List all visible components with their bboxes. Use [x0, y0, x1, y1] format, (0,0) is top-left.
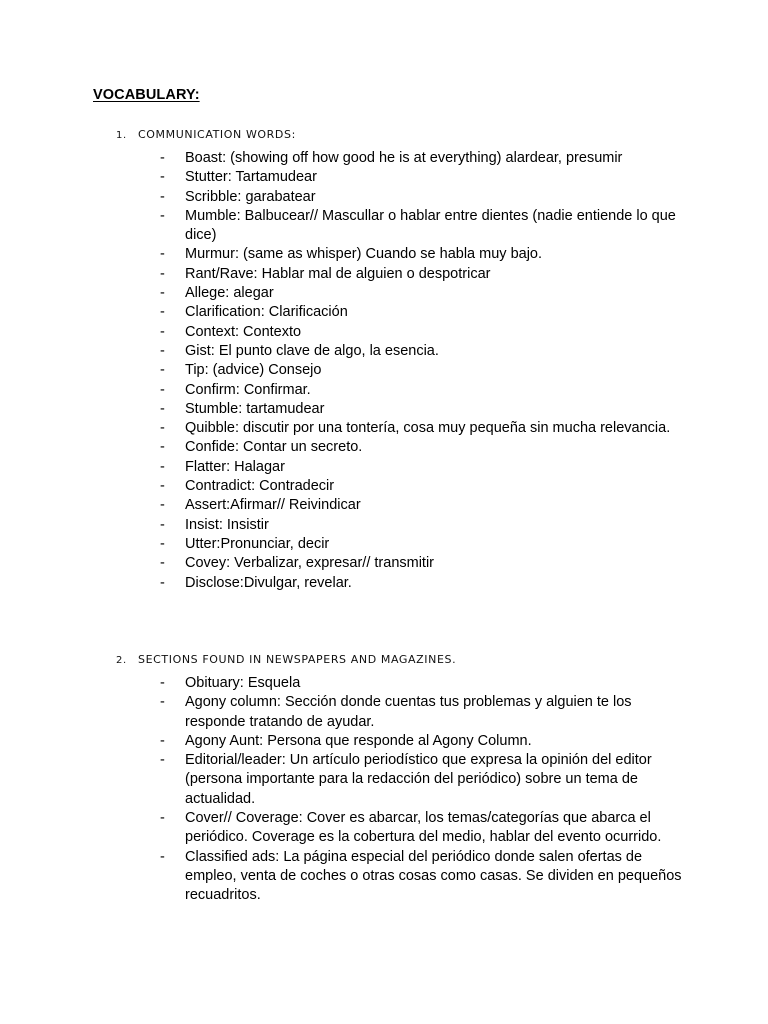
dash-bullet: -	[160, 516, 165, 533]
dash-bullet: -	[160, 555, 165, 572]
dash-bullet: -	[160, 207, 165, 224]
list-item-text: Cover// Coverage: Cover es abarcar, los temas/categorías que abarca el periódico. Coverage es la cobertura del medio, hablar del evento ocurrido.	[185, 810, 662, 846]
list-item-text: Mumble: Balbucear// Mascullar o hablar entre dientes (nadie entiende lo que dice)	[185, 207, 676, 244]
list-item-text: Tip: (advice) Consejo	[185, 362, 322, 379]
dash-bullet: -	[160, 265, 165, 282]
dash-bullet: -	[160, 810, 165, 827]
list-item	[159, 458, 689, 477]
list-item	[159, 419, 689, 438]
section-heading-communication-words	[116, 128, 296, 141]
list-item	[159, 188, 689, 207]
list-item	[159, 751, 689, 809]
list-item-text: Stutter: Tartamudear	[185, 169, 317, 186]
list-item-text: Covey: Verbalizar, expresar// transmitir	[185, 555, 435, 572]
list-item-text: Assert:Afirmar// Reivindicar	[185, 497, 361, 514]
list-item	[159, 574, 689, 593]
list-item-text: Flatter: Halagar	[185, 458, 285, 475]
list-item	[159, 361, 689, 380]
list-item-text: Obituary: Esquela	[185, 675, 301, 691]
dash-bullet: -	[160, 381, 165, 398]
communication-words-list	[159, 149, 689, 593]
dash-bullet: -	[160, 342, 165, 359]
list-item	[159, 265, 689, 284]
dash-bullet: -	[160, 246, 165, 263]
dash-bullet: -	[160, 169, 165, 186]
list-item-text: Rant/Rave: Hablar mal de alguien o despotricar	[185, 265, 491, 282]
list-item-text: Clarification: Clarificación	[185, 304, 348, 321]
section-heading-text: COMMUNICATION WORDS:	[138, 128, 296, 141]
dash-bullet: -	[160, 497, 165, 514]
dash-bullet: -	[160, 285, 165, 302]
list-item-text: Contradict: Contradecir	[185, 478, 335, 495]
section-heading-newspaper-sections	[116, 653, 456, 666]
list-item	[159, 516, 689, 535]
dash-bullet: -	[160, 323, 165, 340]
list-item	[159, 245, 689, 264]
list-item	[159, 693, 689, 732]
list-item	[159, 207, 689, 246]
list-item	[159, 342, 689, 361]
list-item-text: Quibble: discutir por una tontería, cosa muy pequeña sin mucha relevancia.	[185, 420, 671, 437]
list-item-text: Utter:Pronunciar, decir	[185, 535, 330, 552]
list-item-text: Murmur: (same as whisper) Cuando se habla muy bajo.	[185, 246, 543, 263]
list-item	[159, 674, 689, 693]
list-item-text: Scribble: garabatear	[185, 188, 316, 205]
list-item	[159, 496, 689, 515]
dash-bullet: -	[160, 304, 165, 321]
list-item	[159, 477, 689, 496]
dash-bullet: -	[160, 675, 165, 691]
list-item	[159, 554, 689, 573]
list-item-text: Context: Contexto	[185, 323, 302, 340]
dash-bullet: -	[160, 439, 165, 456]
list-item	[159, 809, 689, 848]
dash-bullet: -	[160, 694, 165, 711]
list-item-text: Allege: alegar	[185, 285, 274, 302]
dash-bullet: -	[160, 574, 165, 591]
list-item-text: Confide: Contar un secreto.	[185, 439, 363, 456]
section-number: 1.	[116, 130, 127, 141]
newspaper-sections-list	[159, 674, 689, 906]
page-title: VOCABULARY:	[93, 87, 200, 103]
list-item	[159, 303, 689, 322]
list-item	[159, 535, 689, 554]
list-item-text: Classified ads: La página especial del periódico donde salen ofertas de empleo, venta de coches o otras cosas como casas. Se dividen en pequeños recuadritos.	[185, 848, 682, 904]
list-item-text: Agony Aunt: Persona que responde al Agony Column.	[185, 732, 532, 749]
dash-bullet: -	[160, 732, 165, 749]
list-item-text: Insist: Insistir	[185, 516, 269, 533]
list-item-text: Stumble: tartamudear	[185, 400, 325, 417]
list-item	[159, 381, 689, 400]
list-item-text: Boast: (showing off how good he is at everything) alardear, presumir	[185, 150, 623, 166]
list-item	[159, 732, 689, 751]
list-item-text: Editorial/leader: Un artículo periodístico que expresa la opinión del editor (persona importante para la redacción del periódico) sobre un tema de actualidad.	[185, 752, 652, 807]
dash-bullet: -	[160, 188, 165, 205]
list-item	[159, 438, 689, 457]
list-item	[159, 168, 689, 187]
list-item	[159, 400, 689, 419]
dash-bullet: -	[160, 400, 165, 417]
list-item	[159, 848, 689, 906]
dash-bullet: -	[160, 362, 165, 379]
dash-bullet: -	[160, 458, 165, 475]
list-item-text: Disclose:Divulgar, revelar.	[185, 574, 352, 591]
dash-bullet: -	[160, 478, 165, 495]
dash-bullet: -	[160, 150, 165, 166]
list-item	[159, 149, 689, 168]
list-item-text: Gist: El punto clave de algo, la esencia.	[185, 342, 439, 359]
list-item-text: Confirm: Confirmar.	[185, 381, 311, 398]
dash-bullet: -	[160, 420, 165, 437]
list-item	[159, 323, 689, 342]
list-item	[159, 284, 689, 303]
list-item-text: Agony column: Sección donde cuentas tus problemas y alguien te los responde tratando de ayudar.	[185, 694, 632, 730]
dash-bullet: -	[160, 535, 165, 552]
section-heading-text: SECTIONS FOUND IN NEWSPAPERS AND MAGAZINES.	[138, 653, 457, 666]
dash-bullet: -	[160, 848, 165, 865]
section-number: 2.	[116, 655, 127, 666]
dash-bullet: -	[160, 752, 165, 769]
